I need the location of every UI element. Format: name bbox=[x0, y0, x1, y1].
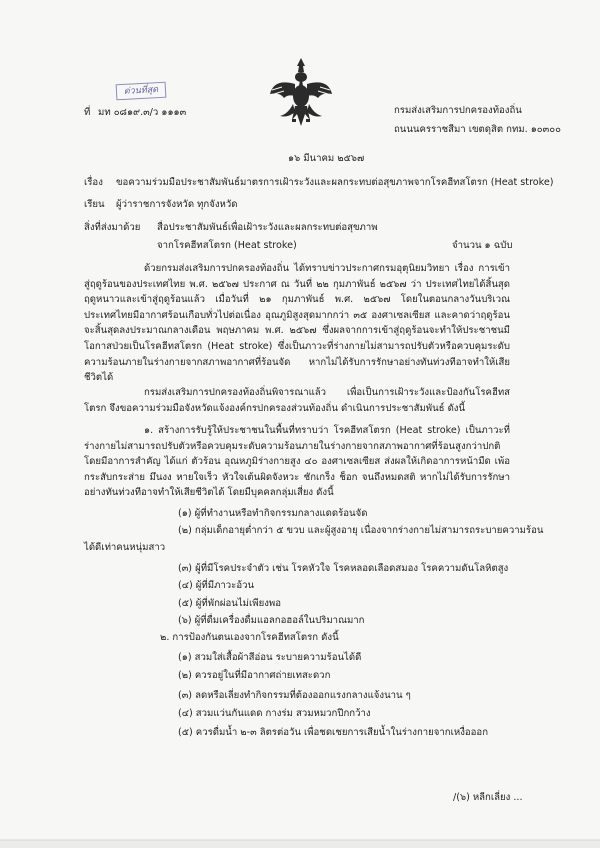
urgent-stamp: ด่วนที่สุด bbox=[116, 82, 167, 101]
reference-label: ที่ bbox=[84, 107, 91, 118]
recipient-text: ผู้ว่าราชการจังหวัด ทุกจังหวัด bbox=[116, 199, 238, 210]
prevention-4: (๔) สวมแว่นกันแดด กางร่ม สวมหมวกปีกกว้าง bbox=[178, 708, 371, 719]
risk-group-2-continued: ได้ดีเท่าคนหนุ่มสาว bbox=[84, 542, 166, 553]
risk-group-5: (๕) ผู้ที่พักผ่อนไม่เพียงพอ bbox=[178, 598, 281, 609]
subject-label: เรื่อง bbox=[84, 177, 103, 188]
recipient-label: เรียน bbox=[84, 199, 105, 210]
section-item-2: ๒. การป้องกันตนเองจากโรคฮีทสโตรก ดังนี้ bbox=[160, 632, 339, 643]
reference-number: มท ๐๘๑๙.๓/ว ๑๑๑๓ bbox=[98, 107, 187, 118]
enclosure-line-2: จากโรคฮีทสโตรก (Heat stroke) bbox=[157, 240, 297, 251]
body-paragraph-1: ด้วยกรมส่งเสริมการปกครองท้องถิ่น ได้ทราบข่าวประกาศกรมอุตุนิยมวิทยา เรื่อง การเข้าสู่ฤดูร้อนของประเทศไทย พ.ศ. ๒๕๖๗ ประกาศ ณ วันที่ ๒๒ กุมภาพันธ์ ๒๕๖๗ ว่า ประเทศไทยได้สิ้นสุดฤดูหนาวและเข้าสู่ฤดูร้อนแล้ว เมื่อวันที่ ๒๑ กุมภาพันธ์ พ.ศ. ๒๕๖๗ โดยในตอนกลางวันบริเวณประเทศไทยมีอากาศร้อนเกือบทั่วไปต่อเนื่อง อุณภูมิสูงสุดมากกว่า ๓๕ องศาเซลเซียส และคาดว่าฤดูร้อนจะสิ้นสุดลงประมาณกลางเดือน พฤษภาคม พ.ศ. ๒๕๖๗ ซึ่งผลจากการเข้าสู่ฤดูร้อนจะทำให้ประชาชนมีโอกาสป่วยเป็นโรคฮีทสโตรก (Heat stroke) ซึ่งเป็นภาวะที่ร่างกายไม่สามารถปรับตัวหรือควบคุมระดับความร้อนภายในร่างกายจากสภาพอากาศที่ร้อนจัด หากไม่ได้รับการรักษาอย่างทันท่วงทีอาจทำให้เสียชีวิตได้ bbox=[84, 263, 510, 384]
risk-group-6: (๖) ผู้ที่ดื่มเครื่องดื่มแอลกอฮอล์ในปริมาณมาก bbox=[178, 615, 365, 626]
risk-group-3: (๓) ผู้ที่มีโรคประจำตัว เช่น โรคหัวใจ โรคหลอดเลือดสมอง โรคความดันโลหิตสูง bbox=[178, 563, 509, 574]
section-item-1: ๑. สร้างการรับรู้ให้ประชาชนในพื้นที่ทราบว่า โรคฮีทสโตรก (Heat stroke) เป็นภาวะที่ร่างกายไม่สามารถปรับตัวหรือควบคุมระดับความร้อนภายในร่างกายจากสภาพอากาศที่ร้อนสูงกว่าปกติ โดยมีอาการสำคัญ ได้แก่ ตัวร้อน อุณหภูมิร่างกายสูง ๔๐ องศาเซลเซียส ส่งผลให้เกิดอาการหน้ามืด เพ้อ กระสับกระส่าย มึนงง หายใจเร็ว หัวใจเต้นผิดจังหวะ ชักเกร็ง ช็อก จนถึงหมดสติ หากไม่ได้รับการรักษาอย่างทันท่วงทีอาจทำให้เสียชีวิตได้ โดยมีบุคคลกลุ่มเสี่ยง ดังนี้ bbox=[84, 425, 510, 499]
prevention-2: (๒) ควรอยู่ในที่มีอากาศถ่ายเทสะดวก bbox=[178, 670, 331, 681]
enclosure-count: จำนวน ๑ ฉบับ bbox=[452, 240, 513, 251]
enclosure-label: สิ่งที่ส่งมาด้วย bbox=[84, 222, 141, 233]
letter-date: ๑๖ มีนาคม ๒๕๖๗ bbox=[288, 153, 365, 164]
subject-text: ขอความร่วมมือประชาสัมพันธ์มาตรการเฝ้าระวังและผลกระทบต่อสุขภาพจากโรคฮีทสโตรก (Heat stroke) bbox=[116, 177, 554, 188]
prevention-1: (๑) สวมใส่เสื้อผ้าสีอ่อน ระบายความร้อนได้ดี bbox=[178, 652, 362, 663]
prevention-3: (๓) ลดหรือเลี่ยงทำกิจกรรมที่ต้องออกแรงกลางแจ้งนาน ๆ bbox=[178, 690, 411, 701]
garuda-emblem-icon bbox=[268, 56, 334, 128]
enclosure-line-1: สื่อประชาสัมพันธ์เพื่อเฝ้าระวังและผลกระทบต่อสุขภาพ bbox=[157, 222, 378, 233]
risk-group-4: (๔) ผู้ที่มีภาวะอ้วน bbox=[178, 580, 255, 591]
continuation-note: /(๖) หลีกเลี่ยง ... bbox=[453, 792, 523, 803]
body-paragraph-2: กรมส่งเสริมการปกครองท้องถิ่นพิจารณาแล้ว เพื่อเป็นการเฝ้าระวังและป้องกันโรคฮีทสโตรก จึงขอความร่วมมือจังหวัดแจ้งองค์กรปกครองส่วนท้องถิ่น ดำเนินการประชาสัมพันธ์ ดังนี้ bbox=[84, 387, 510, 414]
sender-name: กรมส่งเสริมการปกครองท้องถิ่น bbox=[394, 105, 522, 116]
risk-group-1: (๑) ผู้ที่ทำงานหรือทำกิจกรรมกลางแดดร้อนจัด bbox=[178, 508, 368, 519]
page-bottom-edge bbox=[0, 836, 600, 848]
prevention-5: (๕) ควรดื่มน้ำ ๒-๓ ลิตรต่อวัน เพื่อชดเชยการเสียน้ำในร่างกายจากเหงื่อออก bbox=[178, 727, 488, 738]
sender-address: ถนนนครราชสีมา เขตดุสิต กทม. ๑๐๓๐๐ bbox=[394, 124, 561, 135]
risk-group-2: (๒) กลุ่มเด็กอายุต่ำกว่า ๕ ขวบ และผู้สูงอายุ เนื่องจากร่างกายไม่สามารถระบายความร้อน bbox=[178, 525, 544, 536]
